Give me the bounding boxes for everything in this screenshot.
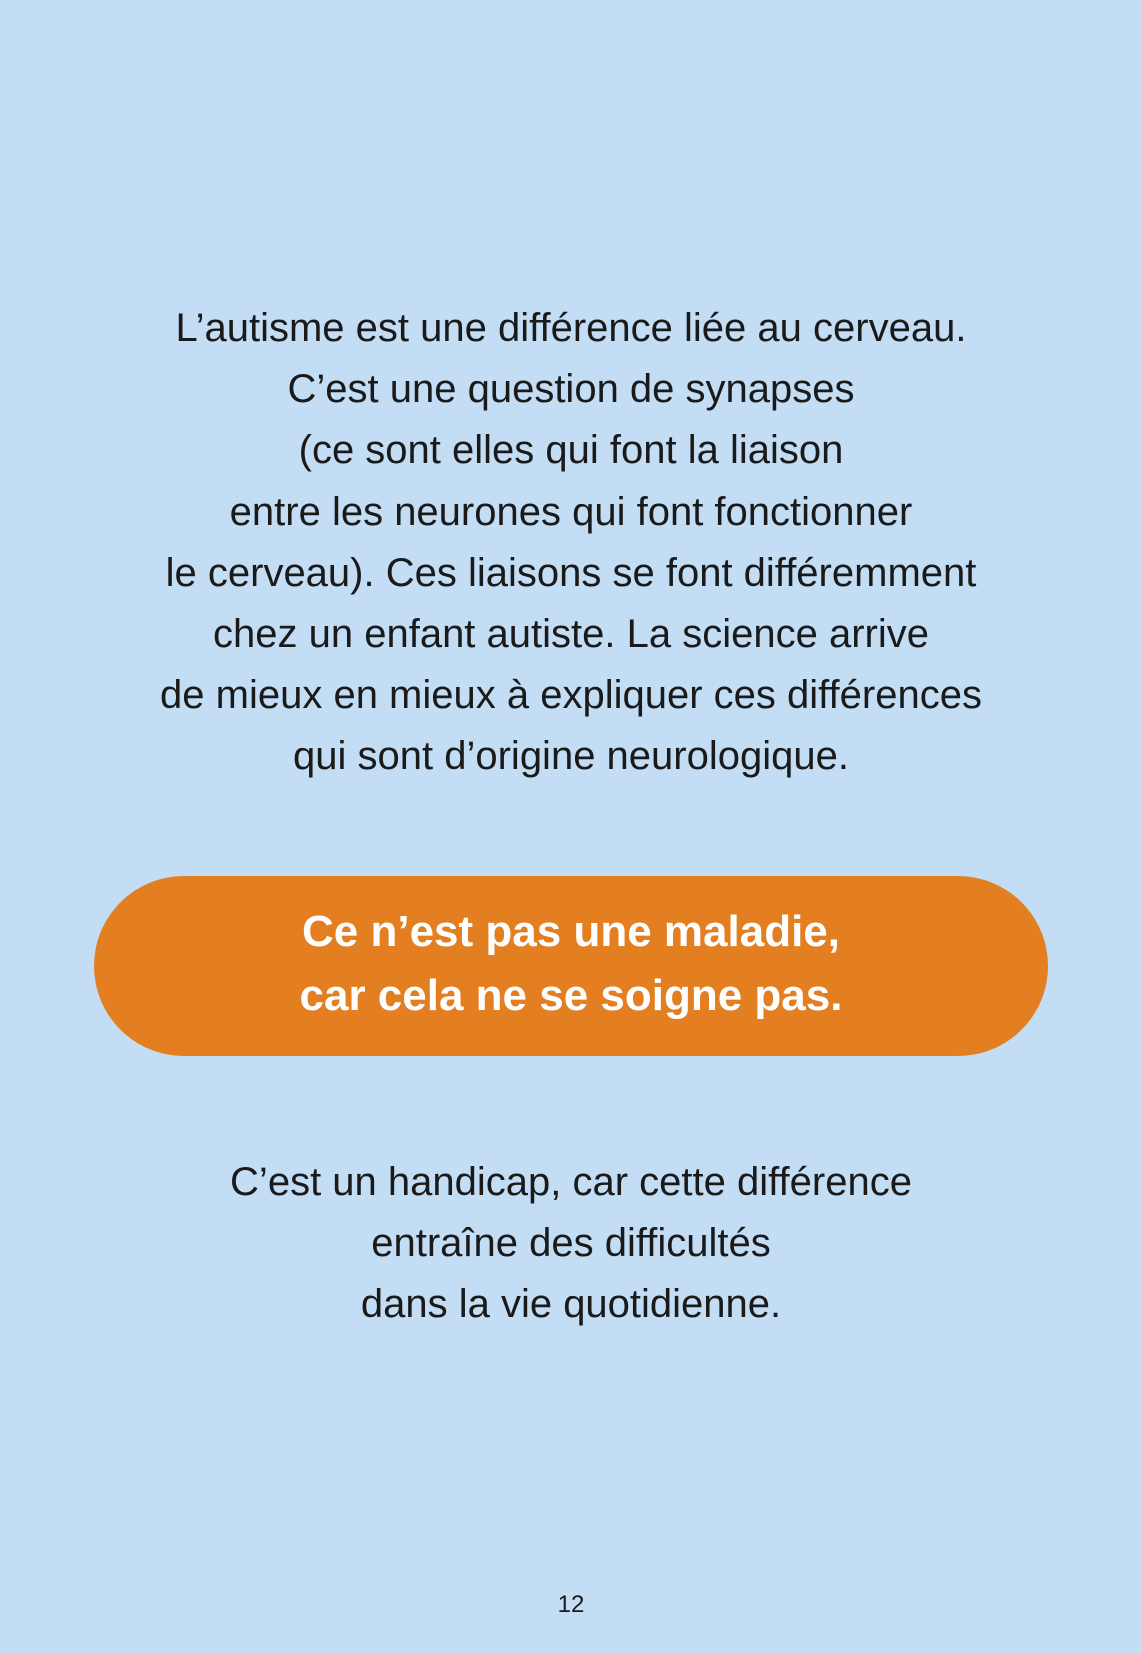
intro-line: chez un enfant autiste. La science arrive <box>213 612 929 657</box>
highlight-callout <box>94 876 1048 1056</box>
intro-line: (ce sont elles qui font la liaison <box>298 428 844 473</box>
intro-line: entre les neurones qui font fonctionner <box>229 489 913 534</box>
intro-line: qui sont d’origine neurologique. <box>293 734 849 779</box>
page-number: 12 <box>557 1591 585 1618</box>
intro-paragraph <box>0 298 1142 788</box>
callout-line: Ce n’est pas une maladie, <box>302 907 840 956</box>
intro-line: le cerveau). Ces liaisons se font différemment <box>165 550 977 595</box>
outro-paragraph <box>0 1152 1142 1336</box>
callout-line: car cela ne se soigne pas. <box>299 971 843 1020</box>
intro-line: L’autisme est une différence liée au cerveau. <box>175 306 967 350</box>
outro-line: C’est un handicap, car cette différence <box>230 1160 912 1204</box>
outro-line: dans la vie quotidienne. <box>360 1282 782 1327</box>
outro-line: entraîne des difficultés <box>371 1221 771 1266</box>
intro-line: de mieux en mieux à expliquer ces différences <box>160 673 982 718</box>
intro-line: C’est une question de synapses <box>287 367 855 412</box>
